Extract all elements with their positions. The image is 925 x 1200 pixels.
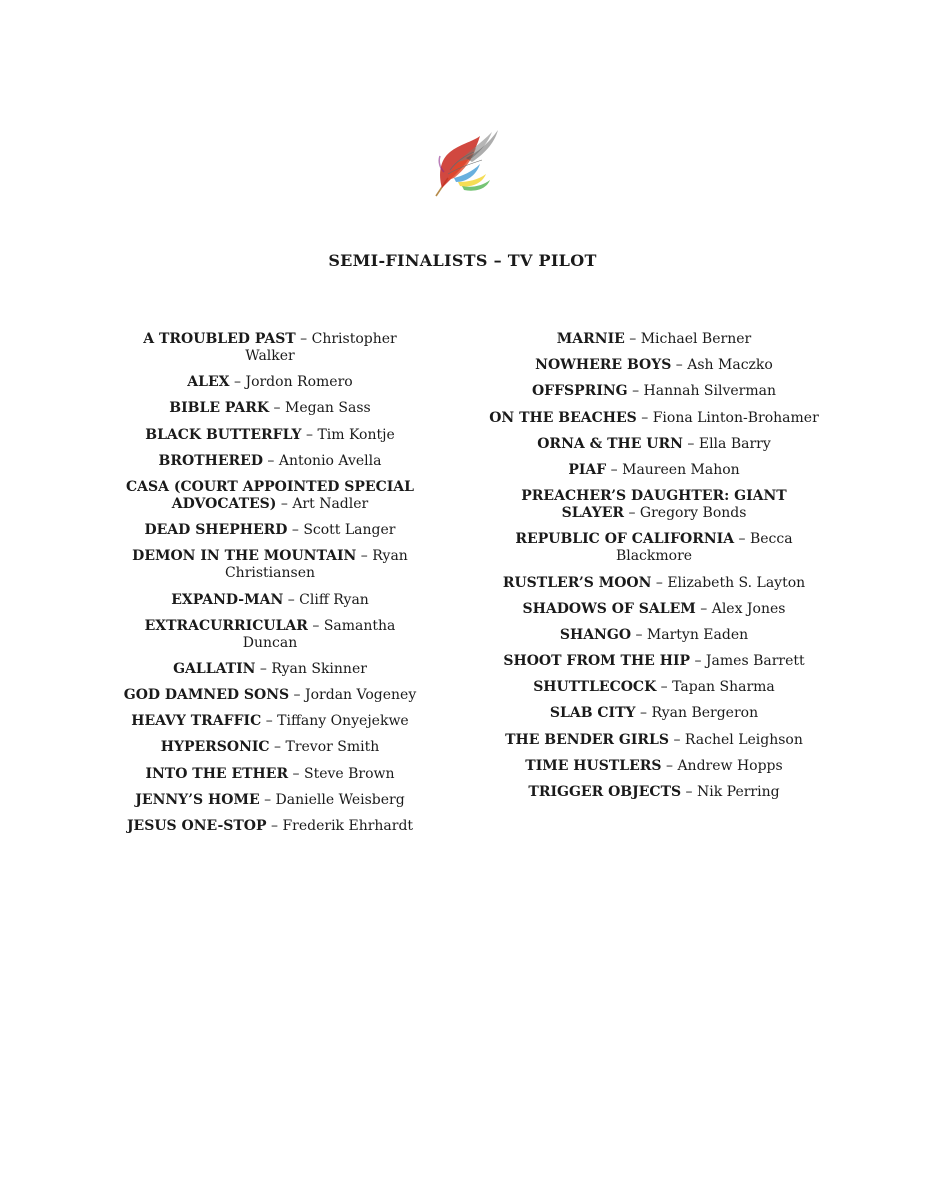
separator: –	[631, 626, 647, 643]
script-title: SHADOWS OF SALEM	[522, 600, 696, 617]
separator: –	[269, 400, 285, 417]
semi-finalist-entry	[488, 601, 820, 618]
script-title: EXTRACURRICULAR	[144, 617, 308, 634]
separator: –	[671, 357, 688, 374]
semi-finalist-entry	[120, 548, 420, 582]
script-title: ALEX	[187, 374, 230, 391]
author-name: Jordan Vogeney	[305, 687, 417, 704]
separator: –	[262, 452, 279, 469]
separator: –	[229, 374, 246, 391]
separator: –	[624, 331, 641, 347]
semi-finalist-entry	[120, 374, 420, 391]
separator: –	[669, 731, 685, 748]
author-name: Trevor Smith	[285, 739, 380, 756]
separator: –	[307, 617, 324, 634]
separator: –	[734, 531, 750, 548]
author-name: Steve Brown	[304, 765, 395, 782]
semi-finalist-entry	[120, 766, 420, 783]
quill-feather-logo	[428, 122, 504, 200]
script-title: A TROUBLED PAST	[143, 331, 296, 347]
semi-finalist-entry	[488, 575, 820, 592]
author-name: Gregory Bonds	[639, 505, 747, 522]
author-name: Maureen Mahon	[622, 461, 740, 478]
author-name: Samantha Duncan	[242, 617, 396, 651]
separator: –	[356, 548, 373, 565]
separator: –	[682, 435, 699, 452]
author-name: James Barrett	[705, 653, 805, 670]
semi-finalist-entry	[120, 739, 420, 756]
author-name: Art Nadler	[292, 495, 369, 512]
semi-finalist-entry	[120, 592, 420, 609]
separator: –	[255, 660, 272, 677]
author-name: Christopher Walker	[245, 331, 397, 364]
semi-finalist-entry	[120, 479, 420, 513]
script-title: OFFSPRING	[531, 383, 628, 400]
author-name: Michael Berner	[640, 331, 752, 347]
separator: –	[266, 818, 283, 834]
separator: –	[301, 426, 318, 443]
semi-finalist-entry	[120, 331, 420, 365]
left-column	[120, 331, 420, 844]
author-name: Elizabeth S. Layton	[667, 574, 806, 591]
author-name: Jordon Romero	[245, 374, 353, 391]
separator: –	[627, 383, 644, 400]
separator: –	[269, 739, 286, 756]
semi-finalist-entry	[120, 427, 420, 444]
script-title: TRIGGER OBJECTS	[528, 784, 682, 800]
semi-finalist-entry	[488, 732, 820, 749]
author-name: Fiona Linton-Brohamer	[652, 409, 819, 426]
author-name: Scott Langer	[303, 522, 396, 539]
script-title: BIBLE PARK	[169, 400, 270, 417]
semi-finalist-entry	[488, 758, 820, 775]
separator: –	[651, 574, 668, 591]
script-title: REPUBLIC OF CALIFORNIA	[515, 531, 735, 548]
separator: –	[259, 791, 276, 808]
semi-finalist-entry	[120, 522, 420, 539]
semi-finalist-entry	[488, 436, 820, 453]
script-title: JESUS ONE-STOP	[126, 818, 267, 834]
semi-finalist-entry	[488, 784, 820, 801]
author-name: Martyn Eaden	[646, 626, 749, 643]
semi-finalist-entry	[120, 818, 420, 835]
semi-finalist-entry	[488, 653, 820, 670]
author-name: Ash Maczko	[687, 357, 773, 374]
semi-finalist-entry	[488, 531, 820, 565]
author-name: Danielle Weisberg	[275, 791, 405, 808]
script-title: THE BENDER GIRLS	[505, 731, 670, 748]
semi-finalist-entry	[120, 792, 420, 809]
author-name: Tim Kontje	[317, 426, 395, 443]
author-name: Nik Perring	[697, 784, 780, 800]
author-name: Tiffany Onyejekwe	[277, 713, 409, 730]
script-title: GALLATIN	[173, 660, 256, 677]
script-title: EXPAND-MAN	[171, 591, 284, 608]
script-title: SHOOT FROM THE HIP	[503, 653, 691, 670]
script-title: JENNY’S HOME	[135, 791, 260, 808]
semi-finalist-entry	[488, 462, 820, 479]
author-name: Ella Barry	[698, 435, 771, 452]
semi-finalist-entry	[488, 705, 820, 722]
script-title: HYPERSONIC	[160, 739, 270, 756]
semi-finalist-entry	[120, 618, 420, 652]
separator: –	[636, 409, 653, 426]
script-title: PREACHER’S DAUGHTER: GIANT SLAYER	[521, 488, 787, 522]
script-title: BROTHERED	[158, 452, 263, 469]
author-name: Frederik Ehrhardt	[282, 818, 414, 834]
separator: –	[656, 679, 673, 696]
semi-finalist-entry	[488, 357, 820, 374]
separator: –	[289, 687, 306, 704]
script-title: PIAF	[568, 461, 607, 478]
page-title: SEMI-FINALISTS – TV PILOT	[328, 251, 597, 270]
separator: –	[287, 522, 304, 539]
author-name: Ryan Christiansen	[224, 548, 408, 582]
script-title: RUSTLER’S MOON	[502, 574, 652, 591]
separator: –	[661, 757, 678, 774]
semi-finalist-entry	[488, 627, 820, 644]
separator: –	[295, 331, 312, 347]
script-title: ON THE BEACHES	[489, 409, 637, 426]
separator: –	[276, 495, 293, 512]
script-title: MARNIE	[556, 331, 625, 347]
separator: –	[635, 705, 652, 722]
author-name: Rachel Leighson	[684, 731, 803, 748]
separator: –	[261, 713, 278, 730]
script-title: TIME HUSTLERS	[525, 757, 662, 774]
semi-finalist-entry	[488, 331, 820, 348]
script-title: SHANGO	[559, 626, 632, 643]
separator: –	[681, 784, 697, 800]
script-title: CASA (COURT APPOINTED SPECIAL ADVOCATES)	[126, 478, 414, 512]
script-title: INTO THE ETHER	[145, 765, 289, 782]
script-title: DEMON IN THE MOUNTAIN	[132, 548, 357, 565]
author-name: Becca Blackmore	[615, 531, 793, 565]
script-title: GOD DAMNED SONS	[123, 687, 290, 704]
author-name: Antonio Avella	[278, 452, 382, 469]
author-name: Ryan Bergeron	[651, 705, 759, 722]
script-title: NOWHERE BOYS	[535, 357, 672, 374]
separator: –	[606, 461, 623, 478]
author-name: Alex Jones	[711, 600, 786, 617]
semi-finalist-entry	[120, 453, 420, 470]
author-name: Andrew Hopps	[677, 757, 783, 774]
right-column	[488, 331, 820, 810]
script-title: ORNA & THE URN	[537, 435, 683, 452]
author-name: Tapan Sharma	[672, 679, 775, 696]
semi-finalist-entry	[488, 679, 820, 696]
semi-finalist-entry	[120, 713, 420, 730]
separator: –	[695, 600, 712, 617]
semi-finalist-entry	[488, 488, 820, 522]
author-name: Hannah Silverman	[643, 383, 777, 400]
separator: –	[283, 591, 300, 608]
separator: –	[624, 505, 640, 522]
author-name: Ryan Skinner	[271, 660, 367, 677]
separator: –	[288, 765, 304, 782]
separator: –	[690, 653, 706, 670]
author-name: Cliff Ryan	[299, 591, 369, 608]
script-title: DEAD SHEPHERD	[144, 522, 288, 539]
script-title: BLACK BUTTERFLY	[145, 426, 302, 443]
semi-finalist-entry	[120, 687, 420, 704]
author-name: Megan Sass	[284, 400, 371, 417]
script-title: SHUTTLECOCK	[533, 679, 657, 696]
script-title: HEAVY TRAFFIC	[131, 713, 262, 730]
semi-finalist-entry	[488, 410, 820, 427]
semi-finalist-entry	[488, 383, 820, 400]
script-title: SLAB CITY	[549, 705, 636, 722]
semi-finalist-entry	[120, 400, 420, 417]
semi-finalist-entry	[120, 661, 420, 678]
